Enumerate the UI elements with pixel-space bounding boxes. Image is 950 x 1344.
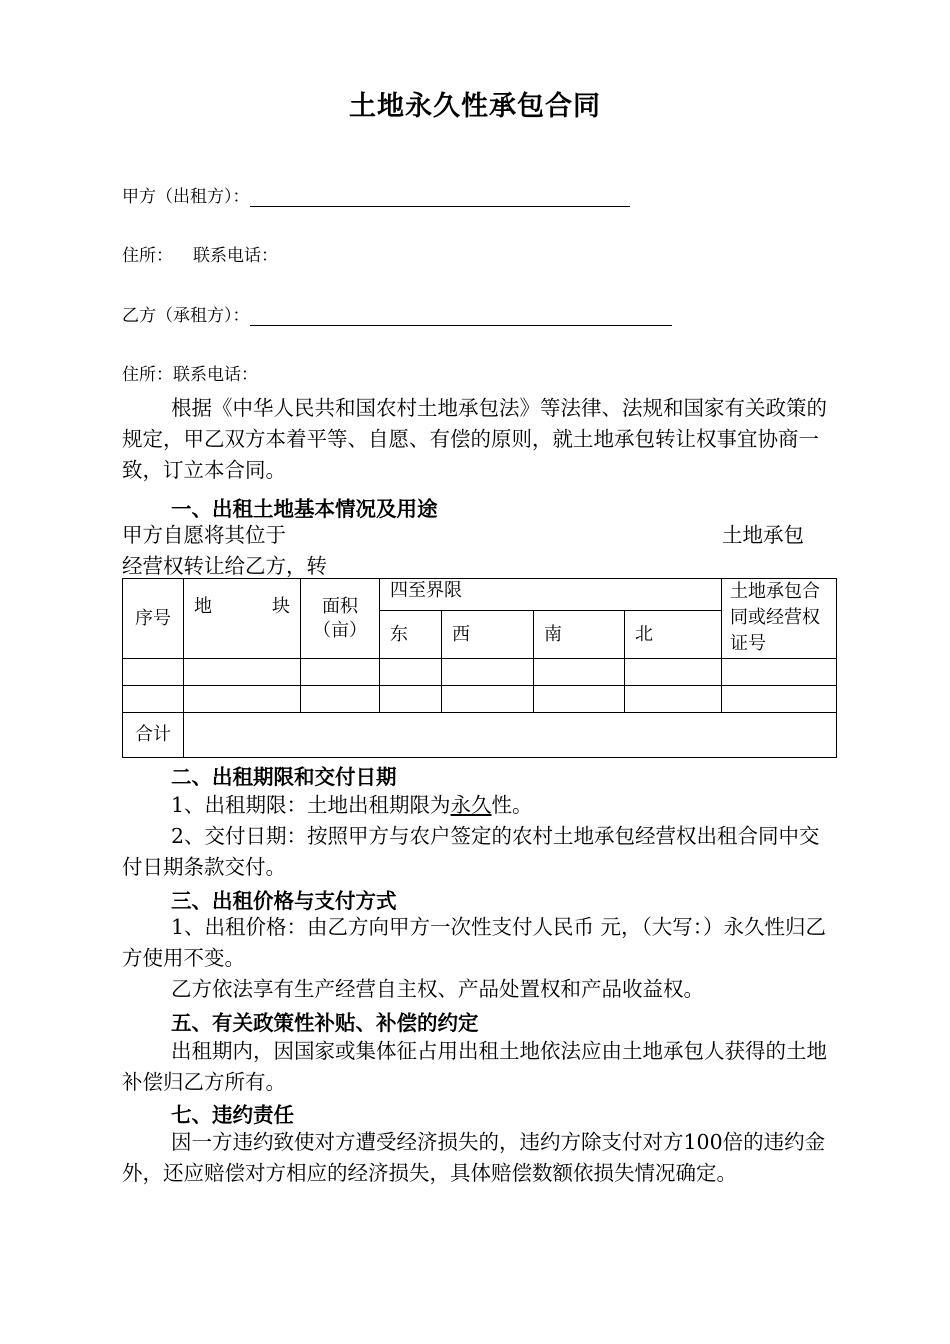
header-north: 北 <box>625 611 722 659</box>
header-seq: 序号 <box>123 579 184 659</box>
section2-item1: 1、出租期限：土地出租期限为永久性。 <box>171 793 533 817</box>
party-a-phone-label: 联系电话： <box>193 246 278 266</box>
party-a-address-label: 住所： <box>122 246 173 266</box>
table-row <box>123 659 837 686</box>
party-b-label: 乙方（承租方）： <box>122 306 250 326</box>
header-east: 东 <box>380 611 442 659</box>
section2-heading: 二、出租期限和交付日期 <box>171 765 397 789</box>
section1-line1-left: 甲方自愿将其位于 <box>122 523 286 547</box>
table-total-row <box>123 713 837 758</box>
land-table <box>122 578 837 758</box>
section1-text <box>122 520 838 582</box>
party-b-address-line: 住所：联系电话： <box>122 365 258 385</box>
document-title: 土地永久性承包合同 <box>349 91 601 122</box>
party-b-blank <box>250 305 672 326</box>
intro-paragraph: 根据《中华人民共和国农村土地承包法》等法律、法规和国家有关政策的规定，甲乙双方本着平等、自愿、有偿的原则，就土地承包转让权事宜协商一致，订立本合同。 <box>122 396 827 482</box>
header-south: 南 <box>534 611 625 659</box>
party-a-blank <box>250 186 630 207</box>
section1-line2: 经营权转让给乙方，转 <box>122 554 327 578</box>
section7-heading: 七、违约责任 <box>171 1103 294 1127</box>
section5-heading: 五、有关政策性补贴、补偿的约定 <box>171 1011 479 1035</box>
header-boundary: 四至界限 <box>380 579 722 611</box>
term-underlined: 永久 <box>450 793 492 817</box>
section1-line1-right: 土地承包 <box>722 523 804 547</box>
party-b-line <box>122 301 672 326</box>
section3-item1: 1、出租价格：由乙方向甲方一次性支付人民币 元，（大写：）永久性归乙方使用不变。 <box>122 915 827 970</box>
section2-item2: 2、交付日期：按照甲方与农户签定的农村土地承包经营权出租合同中交付日期条款交付。 <box>122 824 820 879</box>
section7-text: 因一方违约致使对方遭受经济损失的，违约方除支付对方100倍的违约金外，还应赔偿对方相应的经济损失，具体赔偿数额依损失情况确定。 <box>122 1130 826 1185</box>
party-a-line <box>122 182 630 207</box>
table-header-row <box>123 579 837 611</box>
section1-heading: 一、出租土地基本情况及用途 <box>171 497 438 521</box>
section3-rights: 乙方依法享有生产经营自主权、产品处置权和产品收益权。 <box>171 977 704 1001</box>
header-cert: 土地承包合同或经营权证号 <box>722 579 837 659</box>
total-label: 合计 <box>123 713 184 758</box>
section3-heading: 三、出租价格与支付方式 <box>171 889 397 913</box>
header-area: 面积 （亩） <box>301 579 380 659</box>
section5-text: 出租期内，因国家或集体征占用出租土地依法应由土地承包人获得的土地补偿归乙方所有。 <box>122 1039 827 1094</box>
party-a-address-line <box>122 241 278 266</box>
table-row <box>123 686 837 713</box>
party-a-label: 甲方（出租方）： <box>122 187 250 207</box>
header-west: 西 <box>442 611 534 659</box>
header-plot: 地 块 <box>184 579 301 659</box>
